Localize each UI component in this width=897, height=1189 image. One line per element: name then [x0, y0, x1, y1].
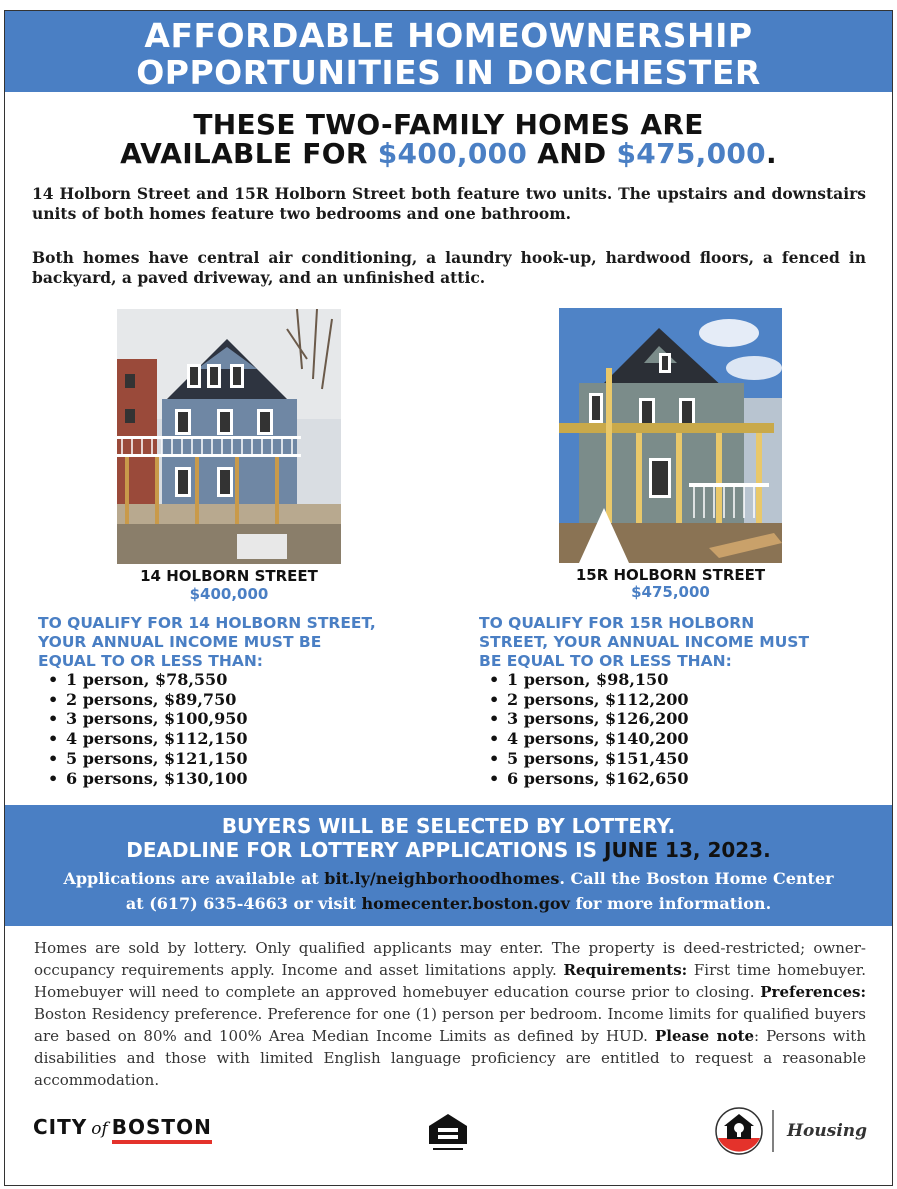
title-line-2: OPPORTUNITIES IN DORCHESTER [136, 53, 761, 92]
home-2-price: $475,000 [631, 583, 710, 601]
logo-of: of [91, 1119, 108, 1139]
headline-line-2 [5, 139, 892, 168]
preferences-label: Preferences: [760, 983, 866, 1001]
photo-15r-holborn [559, 308, 782, 563]
headline-prefix: AVAILABLE FOR [120, 137, 378, 170]
home-1-price: $400,000 [189, 585, 269, 603]
please-note-label: Please note [654, 1027, 755, 1045]
lottery-banner [5, 805, 892, 926]
income-limit-item: • 5 persons, $121,150 [44, 749, 247, 769]
income-limit-item: • 6 persons, $130,100 [44, 769, 247, 789]
photo-14-holborn [117, 309, 341, 564]
income-limit-item: • 6 persons, $162,650 [485, 769, 688, 789]
deadline-label: DEADLINE FOR LOTTERY APPLICATIONS IS [126, 838, 604, 862]
equal-housing-opportunity-icon [425, 1110, 471, 1156]
requirements-text: First time homebuyer. Homebuyer will need to complete an approved homebuyer education course prior to closing. [34, 961, 866, 1001]
lottery-line-2 [5, 838, 892, 862]
applications-prefix: Applications are available at [63, 869, 325, 888]
fine-print [34, 937, 866, 1091]
headline-line-1: THESE TWO-FAMILY HOMES ARE [193, 108, 704, 141]
income-limit-item: • 4 persons, $112,150 [44, 729, 247, 749]
qualify-2-line-2: STREET, YOUR ANNUAL INCOME MUST [479, 633, 810, 651]
fineprint-intro: Homes are sold by lottery. Only qualified applicants may enter. The property is deed-restricted; owner-occupancy requirements apply. Income and asset limitations apply. [34, 939, 866, 979]
applications-end: for more information. [569, 894, 772, 913]
applications-phone: at (617) 635-4663 or visit [125, 894, 362, 913]
title-line-1: AFFORDABLE HOMEOWNERSHIP [144, 16, 753, 55]
income-limit-item: • 5 persons, $151,450 [485, 749, 688, 769]
income-limits-14-holborn [44, 670, 247, 788]
income-limits-15r-holborn [485, 670, 688, 788]
income-limit-item: • 3 persons, $100,950 [44, 709, 247, 729]
qualify-1-line-1: TO QUALIFY FOR 14 HOLBORN STREET, [38, 614, 376, 632]
please-note-text: : Persons with disabilities and those with limited English language proficiency are entitled to request a reasonable accommodation. [34, 1027, 866, 1089]
home-center-link[interactable]: homecenter.boston.gov [361, 894, 570, 913]
housing-label: Housing [787, 1121, 868, 1141]
requirements-label: Requirements: [563, 961, 688, 979]
logo-boston: BOSTON [112, 1115, 212, 1144]
income-limit-item: • 1 person, $98,150 [485, 670, 688, 690]
income-limit-item: • 3 persons, $126,200 [485, 709, 688, 729]
headline-end: . [765, 137, 777, 170]
lottery-line-1: BUYERS WILL BE SELECTED BY LOTTERY. [221, 814, 676, 838]
income-limit-item: • 2 persons, $112,200 [485, 690, 688, 710]
qualify-heading-14-holborn [38, 614, 376, 671]
income-limit-item: • 2 persons, $89,750 [44, 690, 247, 710]
home-2-name: 15R HOLBORN STREET [575, 566, 766, 584]
applications-line-1 [5, 866, 892, 891]
preferences-text: Boston Residency preference. Preference for one (1) person per bedroom. Income limits for qualified buyers are based on 80% and 100% Area Median Income Limits as defined by HUD. [34, 1005, 866, 1045]
applications-link[interactable]: bit.ly/neighborhoodhomes [324, 869, 560, 888]
deadline-date: JUNE 13, 2023. [604, 838, 771, 862]
intro-paragraph-features: Both homes have central air conditioning, a laundry hook-up, hardwood floors, a fenced in backyard, a paved driveway, and an unfinished attic. [32, 248, 866, 287]
logo-city: CITY [33, 1115, 88, 1139]
income-limit-item: • 4 persons, $140,200 [485, 729, 688, 749]
headline-price-1: $400,000 [377, 137, 528, 170]
qualify-1-line-3: EQUAL TO OR LESS THAN: [38, 652, 263, 670]
applications-call: . Call the Boston Home Center [559, 869, 834, 888]
qualify-heading-15r-holborn [479, 614, 809, 671]
income-limit-item: • 1 person, $78,550 [44, 670, 247, 690]
city-of-boston-logo [33, 1115, 212, 1139]
headline-mid: AND [527, 137, 617, 170]
headline-price-2: $475,000 [616, 137, 766, 170]
headline [5, 110, 892, 168]
intro-paragraph-units: 14 Holborn Street and 15R Holborn Street both feature two units. The upstairs and downstairs units of both homes feature two bedrooms and one bathroom. [32, 184, 866, 223]
qualify-2-line-3: BE EQUAL TO OR LESS THAN: [479, 652, 732, 670]
applications-line-2 [5, 891, 892, 916]
home-1-name: 14 HOLBORN STREET [140, 567, 318, 585]
qualify-2-line-1: TO QUALIFY FOR 15R HOLBORN [479, 614, 755, 632]
qualify-1-line-2: YOUR ANNUAL INCOME MUST BE [38, 633, 322, 651]
title-banner [5, 11, 892, 92]
